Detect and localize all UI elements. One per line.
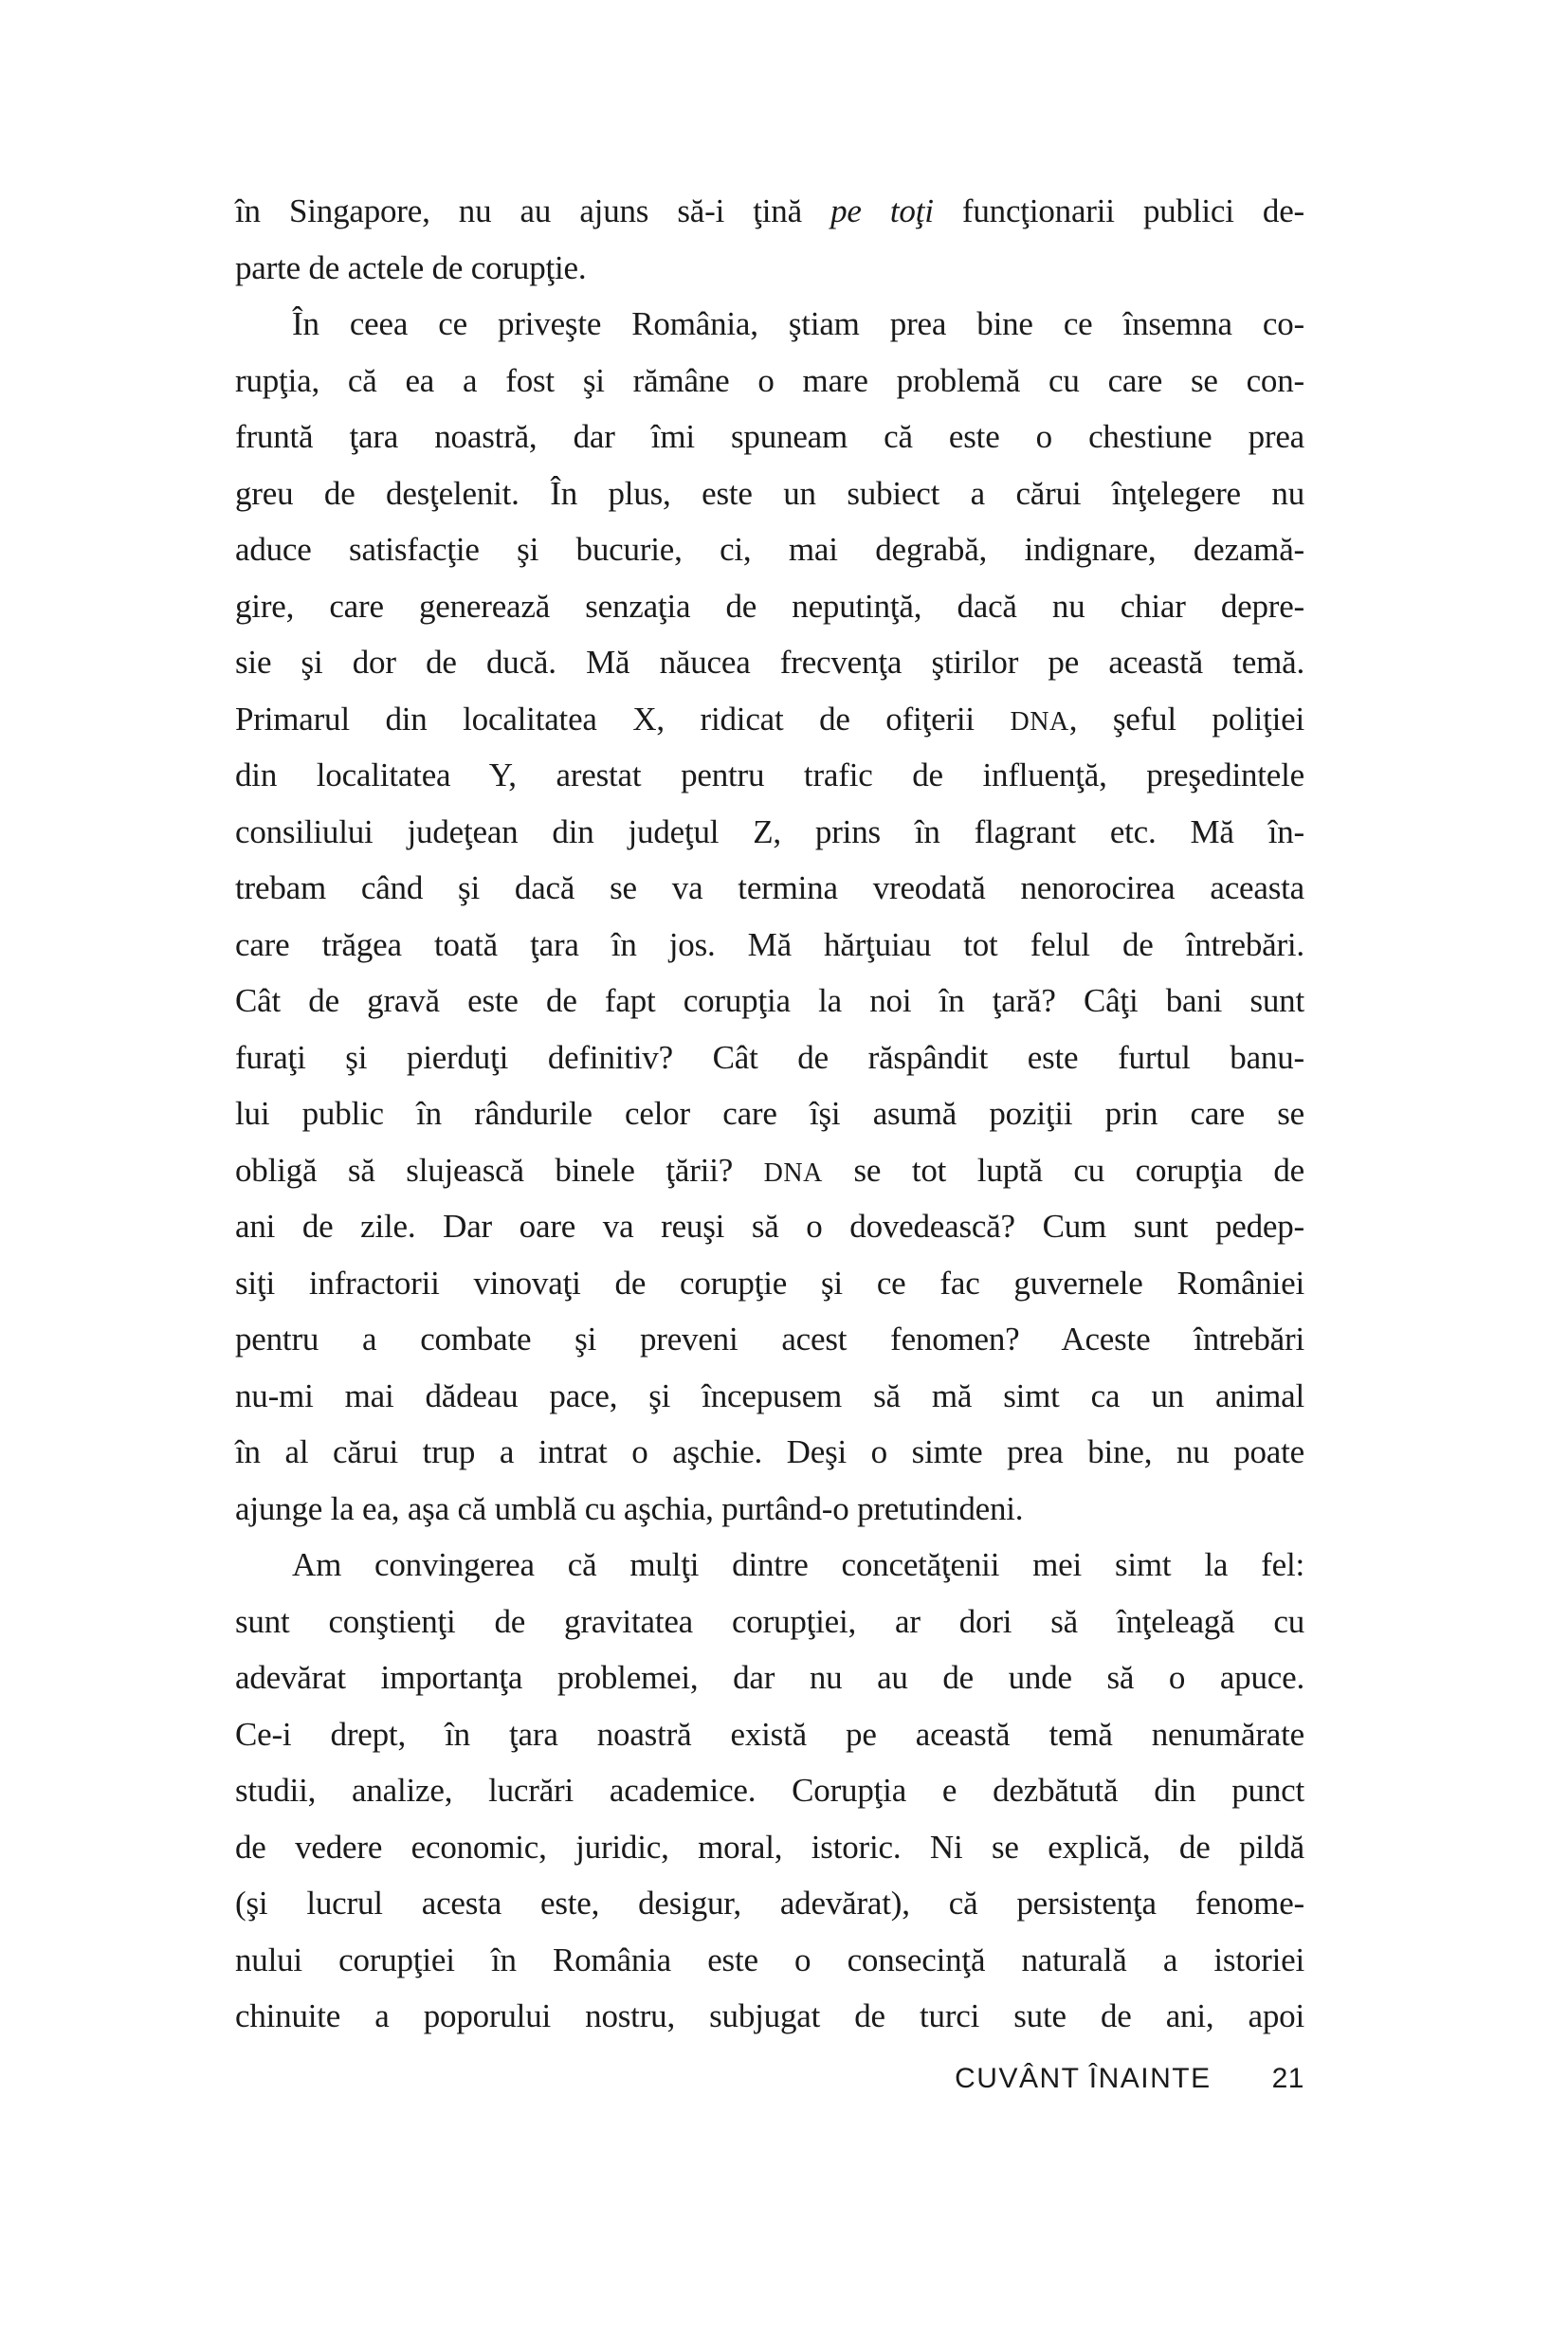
text-line: ajunge la ea, aşa că umblă cu aşchia, purtând-o pretutindeni.	[235, 1489, 1024, 1527]
text-line: studii, analize, lucrări academice. Corupţia e dezbătută din punct	[235, 1772, 1304, 1809]
paragraph	[235, 296, 1304, 1537]
text-line: sunt conştienţi de gravitatea corupţiei, ar dori să înţeleagă cu	[235, 1602, 1304, 1640]
paragraph	[235, 183, 1304, 296]
text-line: consiliului judeţean din judeţul Z, prins în flagrant etc. Mă în-	[235, 812, 1304, 850]
text-line: în Singapore, nu au ajuns să-i ţină pe toţi funcţionarii publici de-	[235, 192, 1304, 229]
text-line: din localitatea Y, arestat pentru trafic de influenţă, preşedintele	[235, 756, 1304, 793]
text-line: fruntă ţara noastră, dar îmi spuneam că este o chestiune prea	[235, 418, 1304, 455]
text-line: care trăgea toată ţara în jos. Mă hărţuiau tot felul de întrebări.	[235, 925, 1304, 963]
text-line: parte de actele de corupţie.	[235, 248, 587, 286]
text-line: În ceea ce priveşte România, ştiam prea bine ce însemna co-	[292, 305, 1304, 342]
text-line: chinuite a poporului nostru, subjugat de turci sute de ani, apoi	[235, 1997, 1304, 2034]
text-line: nului corupţiei în România este o consecinţă naturală a istoriei	[235, 1941, 1304, 1978]
section-title: CUVÂNT ÎNAINTE	[955, 2063, 1212, 2094]
text-line: pentru a combate şi preveni acest fenomen? Aceste întrebări	[235, 1321, 1304, 1358]
text-line: gire, care generează senzaţia de neputinţă, dacă nu chiar depre-	[235, 587, 1304, 625]
text-line: ani de zile. Dar oare va reuşi să o dovedească? Cum sunt pedep-	[235, 1208, 1304, 1245]
text-line: de vedere economic, juridic, moral, istoric. Ni se explică, de pildă	[235, 1828, 1304, 1866]
italic-text: pe toţi	[830, 192, 934, 229]
paragraph	[235, 1537, 1304, 2045]
text-line: greu de desţelenit. În plus, este un subiect a cărui înţelegere nu	[235, 474, 1304, 512]
text-line: rupţia, că ea a fost şi rămâne o mare problemă cu care se con-	[235, 361, 1304, 399]
text-line: Primarul din localitatea X, ridicat de ofiţerii DNA, şeful poliţiei	[235, 700, 1304, 738]
text-line: obligă să slujească binele ţării? DNA se tot luptă cu corupţia de	[235, 1151, 1304, 1189]
page-number: 21	[1271, 2063, 1304, 2094]
text-line: (şi lucrul acesta este, desigur, adevărat), că persistenţa fenome-	[235, 1885, 1304, 1922]
text-line: sie şi dor de ducă. Mă năucea frecvenţa ştirilor pe această temă.	[235, 644, 1304, 681]
text-line: Am convingerea că mulţi dintre concetăţenii mei simt la fel:	[292, 1546, 1304, 1583]
text-line: nu-mi mai dădeau pace, şi începusem să mă simt ca un animal	[235, 1376, 1304, 1414]
text-line: aduce satisfacţie şi bucurie, ci, mai degrabă, indignare, dezamă-	[235, 531, 1304, 568]
smallcaps-text: DNA	[763, 1157, 823, 1188]
text-line: Cât de gravă este de fapt corupţia la noi în ţară? Câţi bani sunt	[235, 982, 1304, 1019]
smallcaps-text: DNA	[1010, 706, 1069, 737]
text-line: furaţi şi pierduţi definitiv? Cât de răspândit este furtul banu-	[235, 1038, 1304, 1076]
text-line: trebam când şi dacă se va termina vreodată nenorocirea aceasta	[235, 869, 1304, 906]
footer	[235, 2063, 1304, 2095]
text-line: siţi infractorii vinovaţi de corupţie şi ce fac guvernele României	[235, 1264, 1304, 1302]
text-line: adevărat importanţa problemei, dar nu au de unde să o apuce.	[235, 1659, 1304, 1696]
page-text	[235, 183, 1304, 2045]
text-line: lui public în rândurile celor care îşi asumă poziţii prin care se	[235, 1095, 1304, 1132]
text-line: Ce-i drept, în ţara noastră există pe această temă nenumărate	[235, 1715, 1304, 1753]
text-line: în al cărui trup a intrat o aşchie. Deşi o simte prea bine, nu poate	[235, 1433, 1304, 1470]
